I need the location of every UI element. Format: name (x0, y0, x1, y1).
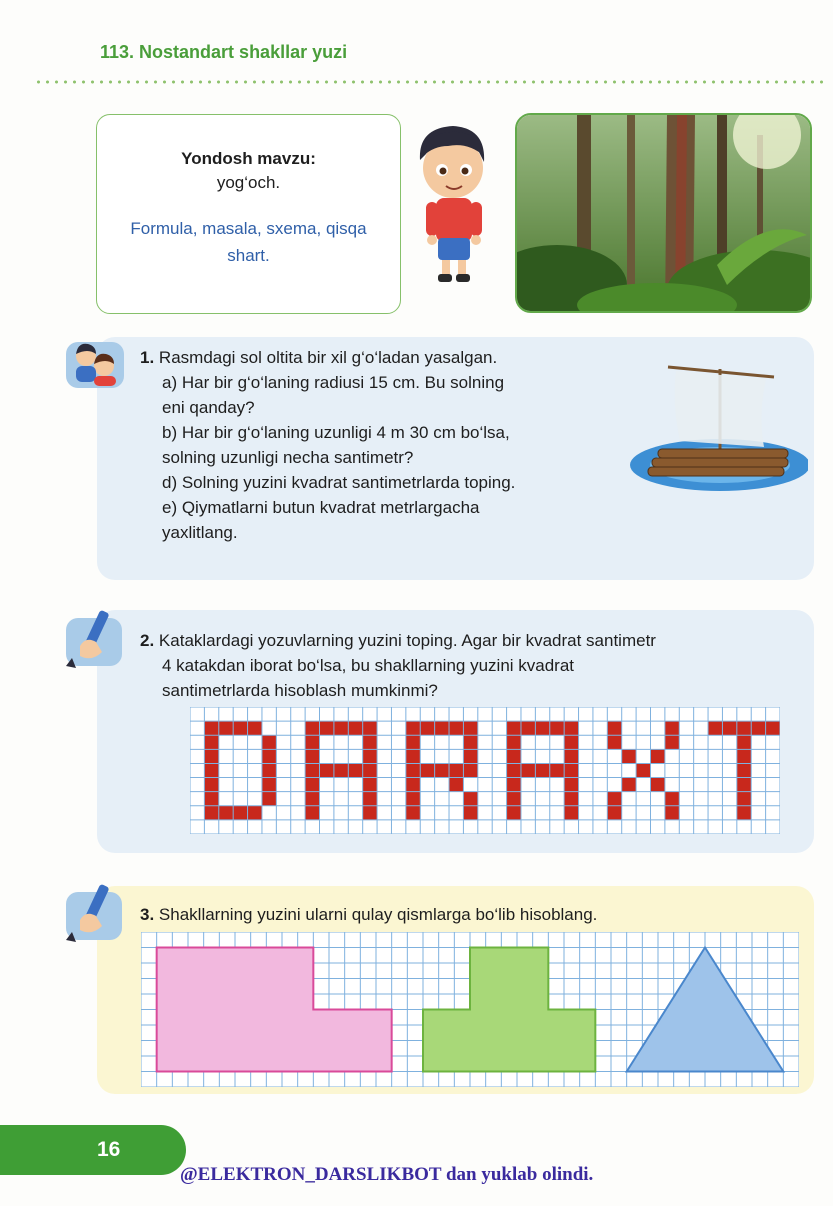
task3-instruction: Shakllarning yuzini ularni qulay qismlarga bo‘lib hisoblang. (158, 905, 598, 924)
letter-cell (550, 721, 564, 735)
letter-cell (564, 806, 578, 820)
letter-cell (262, 792, 276, 806)
letter-cell (449, 721, 463, 735)
letter-cell (363, 749, 377, 763)
letter-cell (564, 778, 578, 792)
letter-cell (262, 735, 276, 749)
letter-cell (521, 721, 535, 735)
letter-cell (550, 763, 564, 777)
letter-cell (305, 792, 319, 806)
letter-cell (650, 749, 664, 763)
task1-text (140, 345, 620, 545)
letter-cell (463, 763, 477, 777)
task1-d: d) Solning yuzini kvadrat santimetrlarda toping. (162, 473, 516, 492)
letter-cell (363, 792, 377, 806)
letter-cell (564, 735, 578, 749)
letter-cell (435, 763, 449, 777)
letter-cell (737, 749, 751, 763)
letter-cell (507, 749, 521, 763)
letter-cell (564, 721, 578, 735)
letter-cell (622, 749, 636, 763)
letter-cell (564, 763, 578, 777)
letter-cell (463, 735, 477, 749)
letter-cell (607, 792, 621, 806)
letter-cell (607, 806, 621, 820)
letter-cell (204, 721, 218, 735)
letter-cell (248, 806, 262, 820)
letter-cell (248, 721, 262, 735)
task3-number: 3. (140, 905, 155, 924)
letter-cell (363, 735, 377, 749)
task3-text (140, 902, 790, 927)
letter-cell (665, 735, 679, 749)
letter-cell (564, 792, 578, 806)
task1-intro: Rasmdagi sol oltita bir xil g‘o‘ladan yasalgan. (158, 348, 498, 367)
raft-illustration (628, 355, 808, 495)
letter-cell (305, 763, 319, 777)
letter-cell (363, 778, 377, 792)
letter-cell (233, 721, 247, 735)
letter-cell (305, 778, 319, 792)
letter-cell (722, 721, 736, 735)
letter-cell (449, 763, 463, 777)
task1-a: a) Har bir g‘o‘laning radiusi 15 cm. Bu solning (162, 373, 505, 392)
related-topic-box (96, 114, 401, 314)
letter-cell (737, 792, 751, 806)
letter-cell (449, 778, 463, 792)
topic-heading: Yondosh mavzu: (181, 149, 316, 168)
task1-number: 1. (140, 348, 155, 367)
letter-cell (607, 721, 621, 735)
letter-cell (708, 721, 722, 735)
letter-cell (305, 721, 319, 735)
letter-cell (607, 735, 621, 749)
letter-cell (406, 749, 420, 763)
letter-cell (348, 721, 362, 735)
letter-cell (262, 749, 276, 763)
letter-cell (320, 721, 334, 735)
letter-cell (262, 763, 276, 777)
letter-cell (507, 735, 521, 749)
letter-cell (636, 763, 650, 777)
forest-photo (515, 113, 812, 313)
letter-cell (507, 778, 521, 792)
letter-cell (406, 763, 420, 777)
letter-cell (305, 735, 319, 749)
page-number: 16 (97, 1138, 121, 1161)
task1-a2: eni qanday? (162, 398, 255, 417)
letter-cell (564, 749, 578, 763)
letter-cell (737, 806, 751, 820)
letter-cell (435, 721, 449, 735)
letter-cell (204, 792, 218, 806)
letter-cell (665, 806, 679, 820)
letter-cell (463, 792, 477, 806)
task2-number: 2. (140, 631, 155, 650)
writing-hand-icon-2 (62, 880, 128, 944)
letter-cell (305, 806, 319, 820)
letter-cell (406, 806, 420, 820)
task1-e: e) Qiymatlarni butun kvadrat metrlargacha (162, 498, 480, 517)
letter-cell (737, 778, 751, 792)
letter-cell (219, 721, 233, 735)
shapes-grid (141, 932, 799, 1087)
letter-cell (766, 721, 780, 735)
pair-work-icon (64, 334, 128, 390)
source-watermark: @ELEKTRON_DARSLIKBOT dan yuklab olindi. (180, 1164, 594, 1185)
letter-cell (348, 763, 362, 777)
letter-cell (737, 735, 751, 749)
letter-cell (406, 792, 420, 806)
boy-illustration (408, 120, 498, 290)
letter-cell (463, 806, 477, 820)
letter-cell (535, 721, 549, 735)
task2-line3: santimetrlarda hisoblash mumkinmi? (162, 681, 438, 700)
letter-cell (751, 721, 765, 735)
letter-cell (406, 778, 420, 792)
letter-cell (204, 778, 218, 792)
letter-cell (204, 749, 218, 763)
letter-cell (363, 806, 377, 820)
letter-cell (363, 721, 377, 735)
letter-cell (204, 763, 218, 777)
letter-cell (406, 721, 420, 735)
task2-line1: Kataklardagi yozuvlarning yuzini toping. Agar bir kvadrat santimetr (158, 631, 656, 650)
letter-cell (406, 735, 420, 749)
letter-cell (521, 763, 535, 777)
letter-cell (665, 721, 679, 735)
letter-grid-daraxt (190, 707, 780, 834)
letter-cell (507, 721, 521, 735)
letter-cell (650, 778, 664, 792)
task1-e2: yaxlitlang. (162, 523, 238, 542)
letter-cell (420, 721, 434, 735)
letter-cell (737, 721, 751, 735)
letter-cell (507, 763, 521, 777)
letter-cell (420, 763, 434, 777)
dotted-divider (34, 80, 824, 84)
letter-cell (507, 792, 521, 806)
section-title: 113. Nostandart shakllar yuzi (100, 42, 348, 62)
letter-cell (665, 792, 679, 806)
letter-cell (320, 763, 334, 777)
page-number-tab (0, 1125, 186, 1175)
letter-cell (262, 778, 276, 792)
topic-keywords: Formula, masala, sxema, qisqa shart. (130, 219, 367, 265)
letter-cell (219, 806, 233, 820)
letter-cell (233, 806, 247, 820)
letter-cell (463, 721, 477, 735)
letter-cell (204, 806, 218, 820)
task2-text (140, 628, 790, 703)
letter-cell (535, 763, 549, 777)
task1-b: b) Har bir g‘o‘laning uzunligi 4 m 30 cm bo‘lsa, (162, 423, 510, 442)
letter-cell (737, 763, 751, 777)
topic-subject: yog‘och. (216, 173, 281, 192)
task1-b2: solning uzunligi necha santimetr? (162, 448, 414, 467)
writing-hand-icon (62, 606, 128, 670)
letter-cell (463, 749, 477, 763)
letter-cell (363, 763, 377, 777)
letter-cell (334, 721, 348, 735)
letter-cell (622, 778, 636, 792)
letter-cell (305, 749, 319, 763)
task2-line2: 4 katakdan iborat bo‘lsa, bu shakllarning yuzini kvadrat (162, 656, 575, 675)
letter-cell (204, 735, 218, 749)
letter-cell (334, 763, 348, 777)
letter-cell (507, 806, 521, 820)
